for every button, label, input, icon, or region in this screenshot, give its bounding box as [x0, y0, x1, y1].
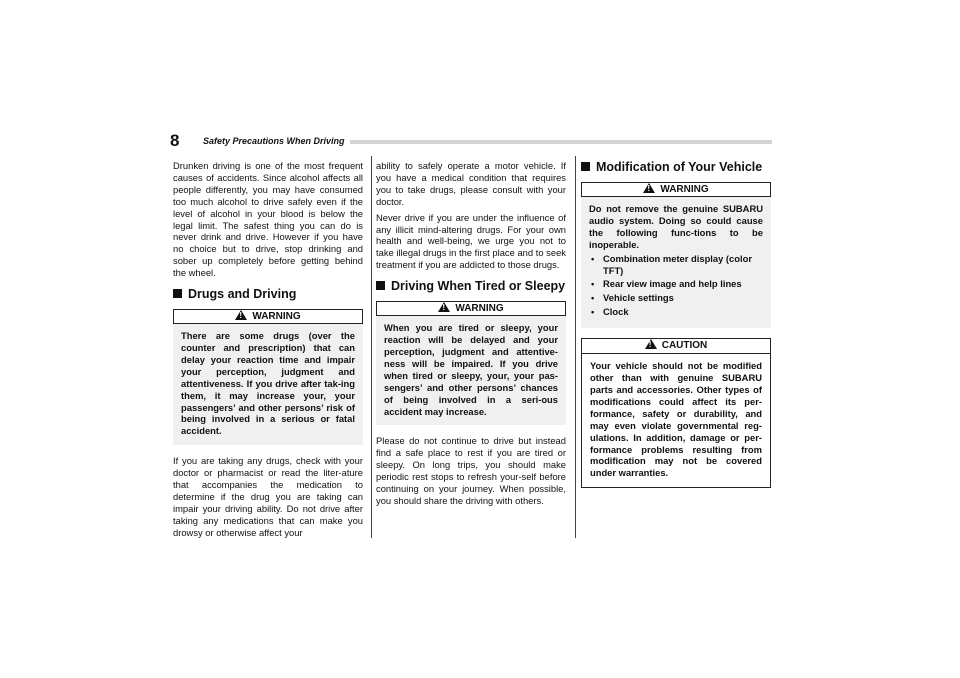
warning-box-tired [376, 301, 566, 425]
column-3 [581, 160, 771, 488]
caution-label: CAUTION [661, 340, 708, 352]
running-title: Safety Precautions When Driving [203, 136, 345, 146]
column-divider [371, 156, 372, 538]
list-item: • Rear view image and help lines [589, 278, 763, 290]
warning-triangle-icon [235, 310, 247, 320]
list-item: • Clock [589, 306, 763, 318]
warning-label: WARNING [252, 311, 301, 323]
list-item: • Vehicle settings [589, 292, 763, 304]
section-square-icon [581, 162, 590, 171]
header-rule [350, 140, 772, 144]
warning-text: There are some drugs (over the counter and prescription) that can delay your reaction time and impair your perception, judgment and attentiveness. If you drive after tak-ing them, it may increase your, your passengers’ and other persons’ risk of being involved in a serious or fatal accident. [181, 330, 355, 437]
caution-header [582, 339, 770, 354]
section-heading-text: Modification of Your Vehicle [596, 160, 763, 174]
warning-triangle-icon [643, 183, 655, 193]
drugs-paragraph: If you are taking any drugs, check with your doctor or pharmacist or read the liter-ature that accompanies the medication to determine if the drug you are taking can impair your driving ability. Do not drive after taking any medications that can make you drowsy or otherwise affect your [173, 455, 363, 538]
column-1 [173, 160, 363, 543]
list-item: • Combination meter display (color TFT) [589, 253, 763, 277]
warning-label: WARNING [660, 184, 709, 195]
warning-header [173, 309, 363, 324]
page-number: 8 [170, 131, 180, 150]
warning-box-drugs [173, 309, 363, 445]
section-heading-tired [376, 279, 566, 294]
illicit-drugs-paragraph: Never drive if you are under the influence of any illicit mind-altering drugs. For your own health and well-being, we urge you not to take illegal drugs in the first place and to seek treatment if you are addicted to those drugs. [376, 211, 566, 271]
warning-text: Do not remove the genuine SUBARU audio system. Doing so could cause the following func-tions to be inoperable. [589, 203, 763, 250]
caution-text: Your vehicle should not be modified other than with genuine SUBARU parts and accessories. Other types of modifications could affect its per-formance, safety or durability, and may even violate governmental reg-ulations. In addition, damage or per-formance problems resulting from modification may not be covered under warranties. [590, 360, 762, 479]
warning-box-modification [581, 182, 771, 328]
warning-triangle-icon [438, 302, 450, 312]
drunk-driving-paragraph: Drunken driving is one of the most frequent causes of accidents. Since alcohol affects all people differently, you may have consumed too much alcohol to drive safely even if the level of alcohol in your blood is below the legal limit. The safest thing you can do is never drink and drive. However if you have no choice but to drive, stop drinking and sober up completely before getting behind the wheel. [173, 160, 363, 279]
inoperable-functions-list [581, 251, 771, 319]
section-heading-text: Drugs and Driving [188, 287, 297, 302]
section-square-icon [173, 289, 182, 298]
warning-header [376, 301, 566, 316]
section-heading-text: Driving When Tired or Sleepy [391, 279, 566, 294]
page-header [170, 132, 772, 150]
warning-text: When you are tired or sleepy, your reaction will be delayed and your perception, judgment and attentive-ness will be impaired. If you drive when tired or sleepy, your, your pas-sengers’ and other persons’ chances of being involved in a seri-ous accident may increase. [384, 322, 558, 417]
caution-triangle-icon [645, 339, 657, 349]
warning-header [581, 182, 771, 197]
column-2 [376, 160, 566, 511]
section-heading-modification [581, 160, 771, 175]
warning-label: WARNING [455, 303, 504, 315]
column-divider [575, 156, 576, 538]
rest-paragraph: Please do not continue to drive but instead find a safe place to rest if you are tired or sleepy. On long trips, you should make periodic rest stops to refresh your-self before continuing on your journey. When possible, you should share the driving with others. [376, 435, 566, 506]
section-square-icon [376, 281, 385, 290]
section-heading-drugs [173, 287, 363, 302]
medication-continued-paragraph: ability to safely operate a motor vehicle. If you have a medical condition that requires you to take drugs, please consult with your doctor. [376, 160, 566, 207]
caution-box [581, 338, 771, 488]
